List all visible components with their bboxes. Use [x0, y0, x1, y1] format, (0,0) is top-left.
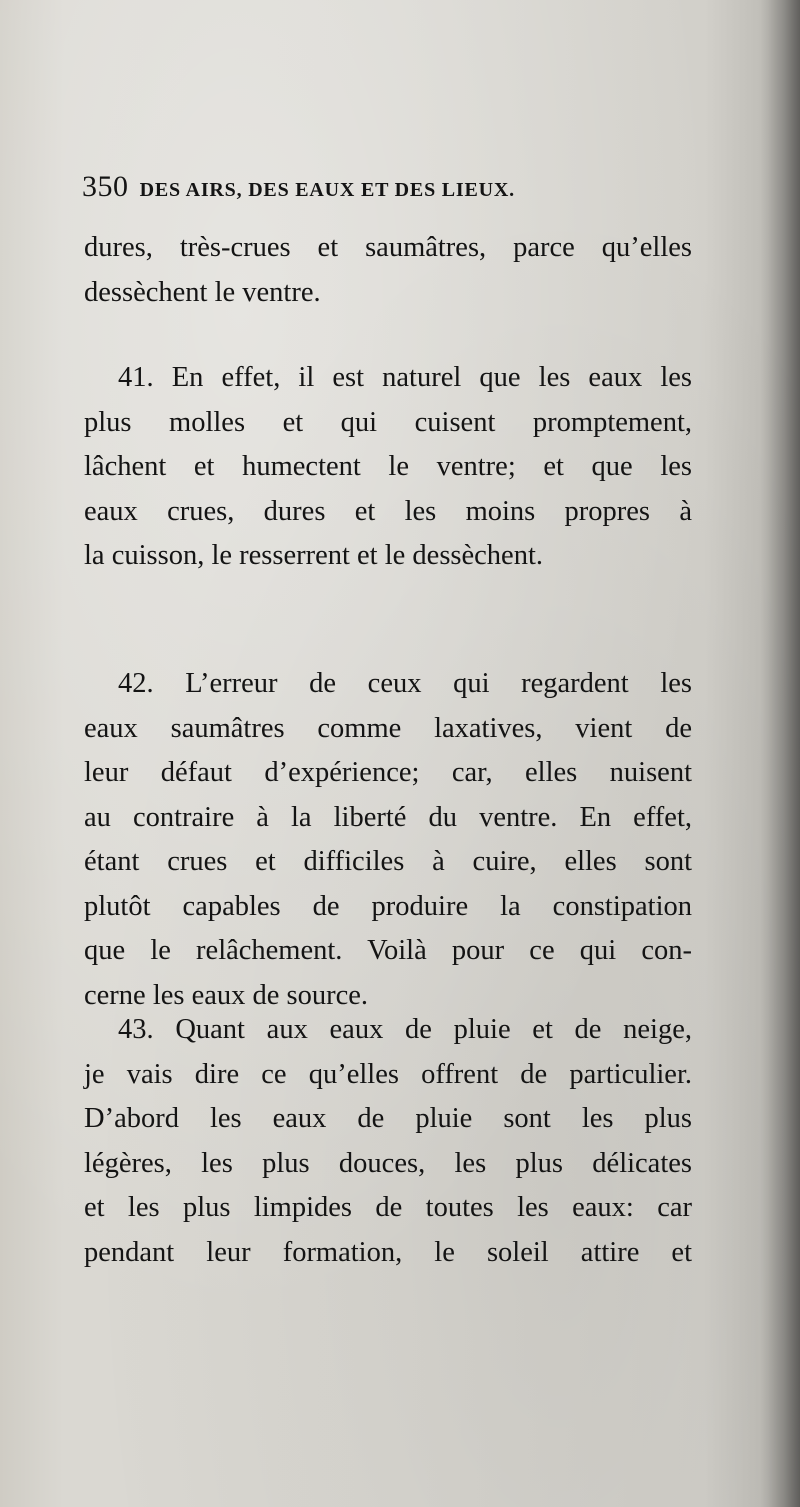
paragraph-43 — [84, 1008, 692, 1275]
text-line: D’abord les eaux de pluie sont les plus — [84, 1103, 692, 1134]
text-line: 43. Quant aux eaux de pluie et de neige, — [118, 1014, 692, 1045]
text-line: au contraire à la liberté du ventre. En effet, — [84, 801, 692, 833]
text-line: lâchent et humectent le ventre; et que les — [84, 451, 692, 482]
text-line: plus molles et qui cuisent promptement, — [84, 406, 692, 438]
text-line: eaux crues, dures et les moins propres à — [84, 495, 692, 527]
text-line: je vais dire ce qu’elles offrent de particulier. — [84, 1058, 692, 1090]
text-line: plutôt capables de produire la constipation — [84, 890, 692, 922]
text-line: cerne les eaux de source. — [84, 979, 369, 1011]
text-line: la cuisson, le resserrent et le dessèchent. — [84, 540, 543, 571]
running-head — [82, 170, 682, 214]
paragraph-42 — [84, 662, 692, 1018]
text-line: dures, très-crues et saumâtres, parce qu’elles — [84, 232, 692, 263]
text-line: que le relâchement. Voilà pour ce qui con- — [84, 935, 692, 966]
text-line: 41. En effet, il est naturel que les eaux les — [118, 362, 692, 393]
text-line: eaux saumâtres comme laxatives, vient de — [84, 712, 692, 744]
running-title: DES AIRS, DES EAUX ET DES LIEUX. — [139, 179, 515, 201]
text-line: et les plus limpides de toutes les eaux: car — [84, 1192, 692, 1223]
paragraph-41 — [84, 356, 692, 579]
text-line: légères, les plus douces, les plus délicates — [84, 1147, 692, 1179]
paragraph-continuation — [84, 226, 692, 315]
text-line: dessèchent le ventre. — [84, 276, 321, 308]
text-line: leur défaut d’expérience; car, elles nuisent — [84, 757, 692, 788]
text-line: pendant leur formation, le soleil attire et — [84, 1236, 692, 1268]
text-line: étant crues et difficiles à cuire, elles sont — [84, 846, 692, 877]
page-number: 350 — [82, 170, 129, 203]
text-line: 42. L’erreur de ceux qui regardent les — [118, 668, 692, 699]
page-edge-shadow — [760, 0, 800, 1507]
